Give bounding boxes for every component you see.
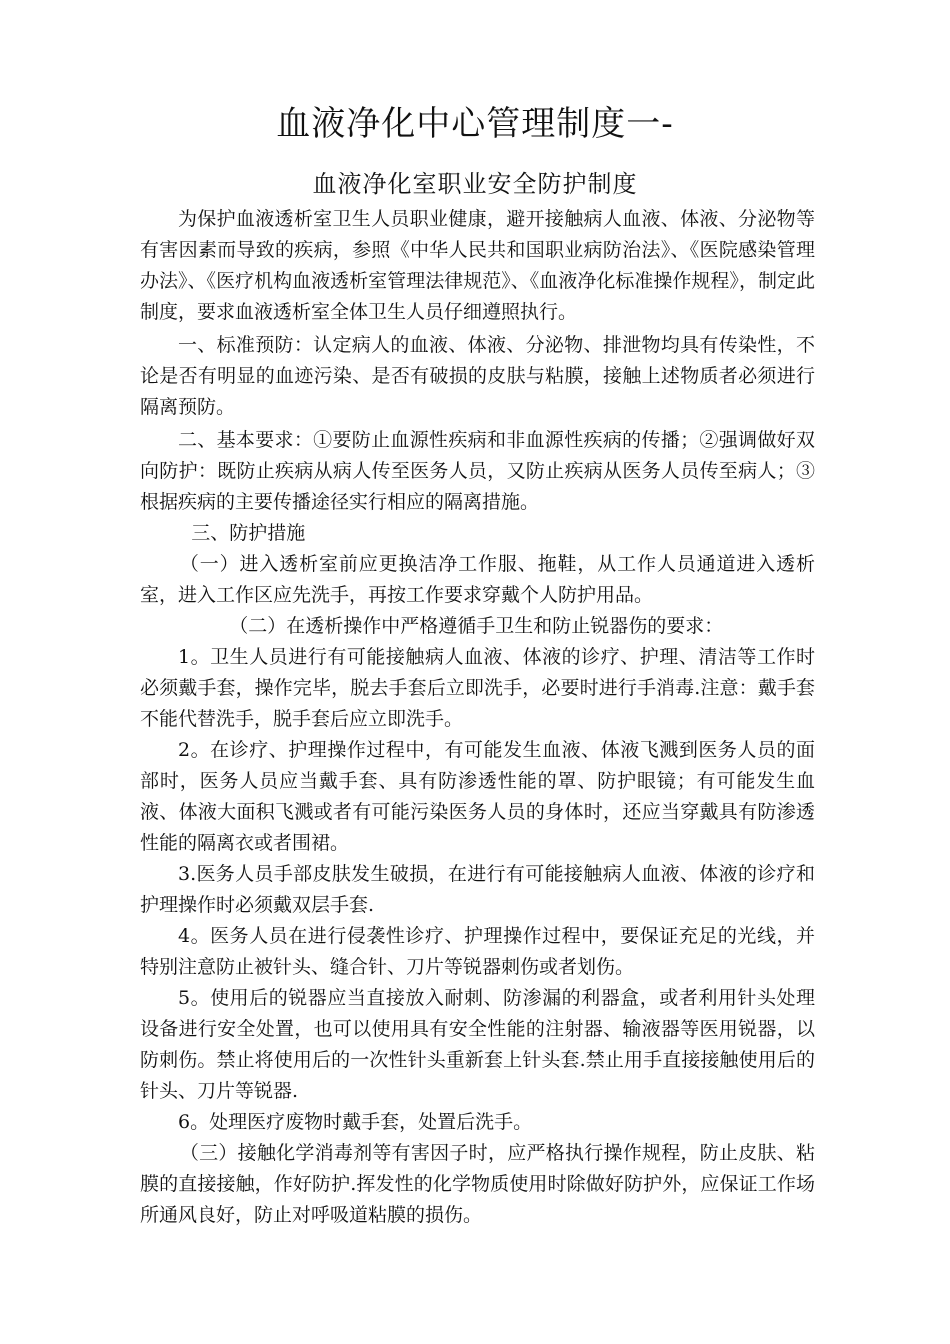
paragraph-basic-requirements: 二、基本要求：①要防止血源性疾病和非血源性疾病的传播；②强调做好双向防护：既防止疾病从病人传至医务人员，又防止疾病从医务人员传至病人；③根据疾病的主要传播途径实行相应的隔离措施。 bbox=[140, 429, 815, 513]
paragraph-item-2: 2。在诊疗、护理操作过程中，有可能发生血液、体液飞溅到医务人员的面部时，医务人员应当戴手套、具有防渗透性能的罩、防护眼镜；有可能发生血液、体液大面积飞溅或者有可能污染医务人员的身体时，还应当穿戴具有防渗透性能的隔离衣或者围裙。 bbox=[140, 739, 815, 854]
paragraph-measure-1: （一）进入透析室前应更换洁净工作服、拖鞋，从工作人员通道进入透析室，进入工作区应先洗手，再按工作要求穿戴个人防护用品。 bbox=[140, 553, 815, 606]
paragraph-standard-precautions: 一、标准预防：认定病人的血液、体液、分泌物、排泄物均具有传染性，不论是否有明显的血迹污染、是否有破损的皮肤与粘膜，接触上述物质者必须进行隔离预防。 bbox=[140, 334, 815, 418]
paragraph-item-5: 5。使用后的锐器应当直接放入耐刺、防渗漏的利器盒，或者利用针头处理设备进行安全处置，也可以使用具有安全性能的注射器、输液器等医用锐器，以防刺伤。禁止将使用后的一次性针头重新套上针头套.禁止用手直接接触使用后的针头、刀片等锐器. bbox=[140, 987, 815, 1102]
section-heading-protection-measures: 三、防护措施 bbox=[191, 522, 306, 544]
page-title: 血液净化中心管理制度一- bbox=[276, 104, 674, 144]
paragraph-measure-2-heading: （二）在透析操作中严格遵循手卫生和防止锐器伤的要求： bbox=[229, 615, 724, 637]
paragraph-measure-3: （三）接触化学消毒剂等有害因子时，应严格执行操作规程，防止皮肤、粘膜的直接接触，作好防护.挥发性的化学物质使用时除做好防护外，应保证工作场所通风良好，防止对呼吸道粘膜的损伤。 bbox=[140, 1142, 815, 1226]
paragraph-item-6: 6。处理医疗废物时戴手套，处置后洗手。 bbox=[178, 1111, 533, 1133]
paragraph-item-4: 4。医务人员在进行侵袭性诊疗、护理操作过程中，要保证充足的光线，并特别注意防止被针头、缝合针、刀片等锐器刺伤或者划伤。 bbox=[140, 925, 815, 978]
document-body bbox=[140, 204, 815, 1231]
page-subtitle: 血液净化室职业安全防护制度 bbox=[312, 170, 638, 198]
paragraph-intro: 为保护血液透析室卫生人员职业健康，避开接触病人血液、体液、分泌物等有害因素而导致的疾病，参照《中华人民共和国职业病防治法》、《医院感染管理办法》、《医疗机构血液透析室管理法律规范》、《血液净化标准操作规程》，制定此制度，要求血液透析室全体卫生人员仔细遵照执行。 bbox=[140, 208, 815, 323]
paragraph-item-3: 3.医务人员手部皮肤发生破损，在进行有可能接触病人血液、体液的诊疗和护理操作时必须戴双层手套. bbox=[140, 863, 815, 916]
paragraph-item-1: 1。卫生人员进行有可能接触病人血液、体液的诊疗、护理、清洁等工作时必须戴手套，操作完毕，脱去手套后立即洗手，必要时进行手消毒.注意：戴手套不能代替洗手，脱手套后应立即洗手。 bbox=[140, 646, 815, 730]
